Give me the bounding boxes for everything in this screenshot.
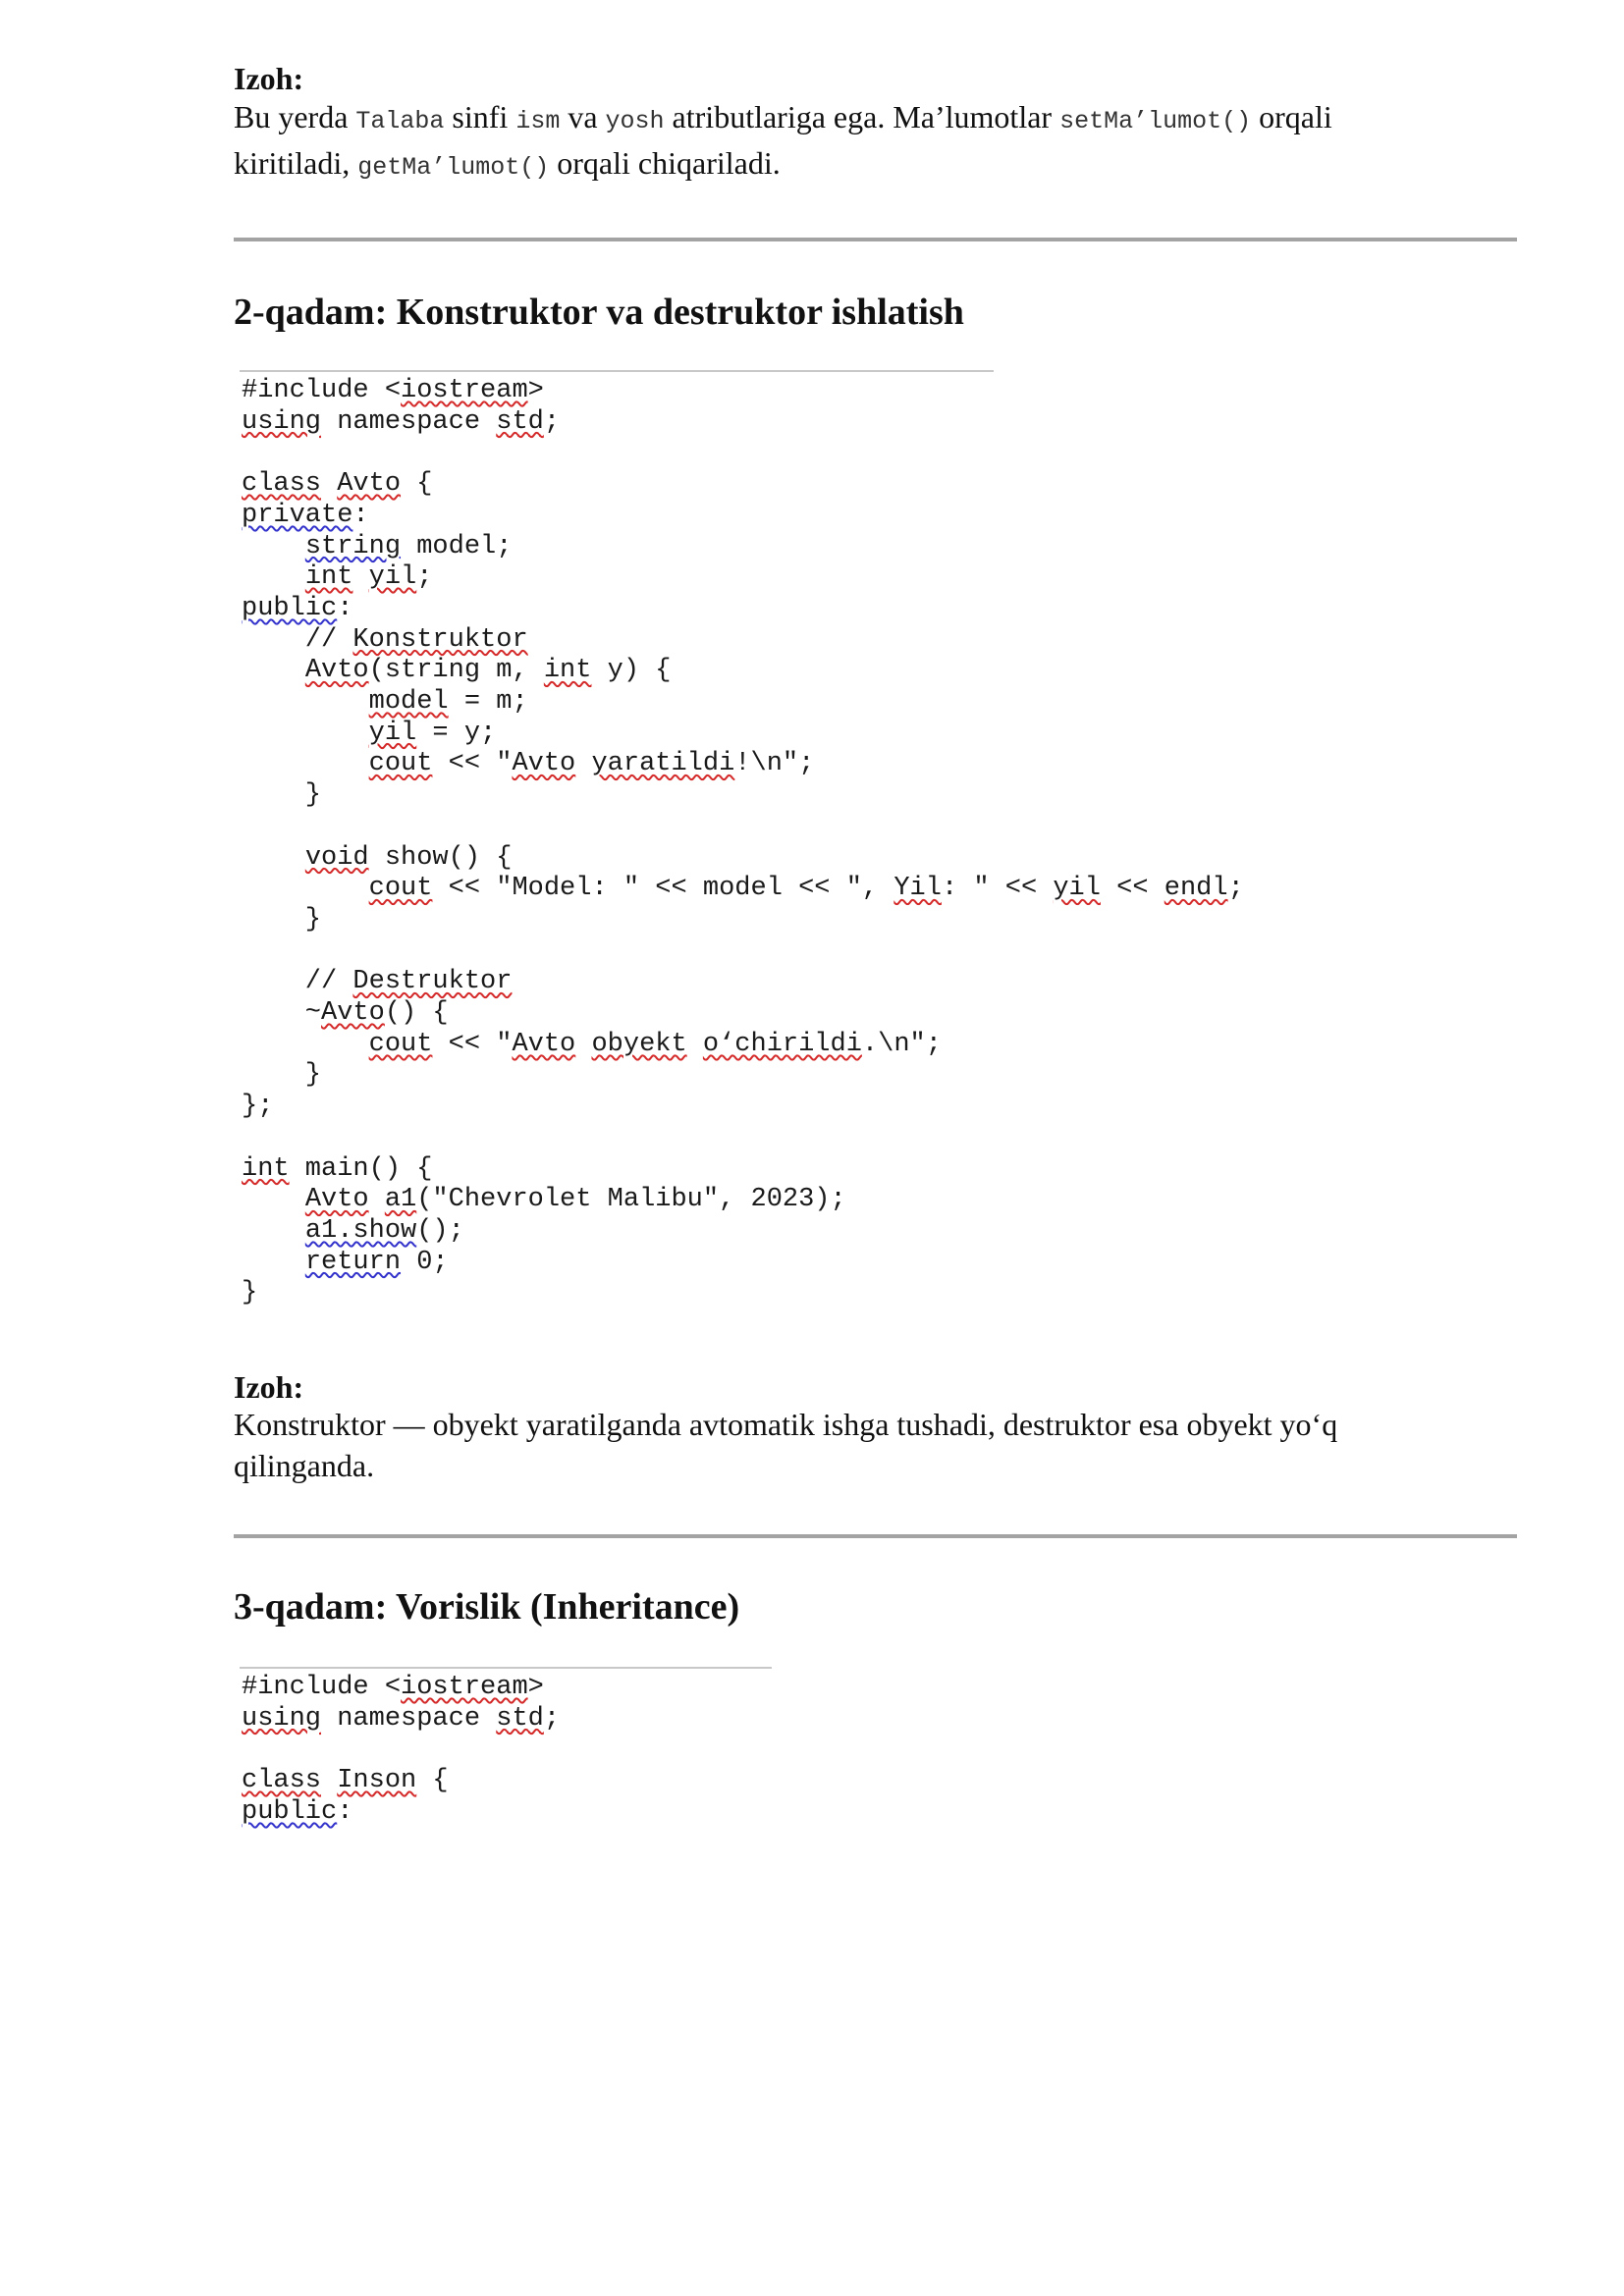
- izoh-text-2: Konstruktor — obyekt yaratilganda avtomatik ishga tushadi, destruktor esa obyekt yo‘q qilinganda.: [234, 1407, 1338, 1483]
- izoh-label-1: Izoh:: [234, 61, 304, 96]
- code-setmalumot: setMa’lumot(): [1059, 107, 1252, 135]
- code-avto-text: #include <iostream> using namespace std; class Avto { private: string model; int yil; public: // Konstruktor Avto(string m, int y) { model = m; yil = y; cout << "Avto yaratildi!\n"; } void show() { cout << "Model: " << model << ", Yil: " << yil << endl; } // Destruktor ~Avto() { cout << "Avto obyekt o‘chirildi.\n"; } }; int main() { Avto a1("Chevrolet Malibu", 2023); a1.show(); return 0; }: [242, 376, 1244, 1308]
- code-ism: ism: [515, 107, 561, 135]
- divider-1: [234, 238, 1517, 241]
- izoh-label-2: Izoh:: [234, 1369, 304, 1405]
- izoh-text-1: Bu yerda Talaba sinfi ism va yosh atributlariga ega. Ma’lumotlar setMa’lumot() orqali kiritiladi, getMa’lumot() orqali chiqariladi.: [234, 99, 1332, 182]
- code-yosh: yosh: [605, 107, 665, 135]
- code-inson-text: #include <iostream> using namespace std; class Inson { public:: [242, 1673, 561, 1827]
- code-block-avto: [240, 370, 1244, 1309]
- code-talaba: Talaba: [355, 107, 445, 135]
- code-block-inson: [240, 1667, 772, 1829]
- divider-2: [234, 1534, 1517, 1538]
- code-getmalumot: getMa’lumot(): [357, 153, 550, 182]
- section-2-heading: 2-qadam: Konstruktor va destruktor ishlatish: [234, 292, 964, 333]
- section-3-heading: 3-qadam: Vorislik (Inheritance): [234, 1586, 740, 1628]
